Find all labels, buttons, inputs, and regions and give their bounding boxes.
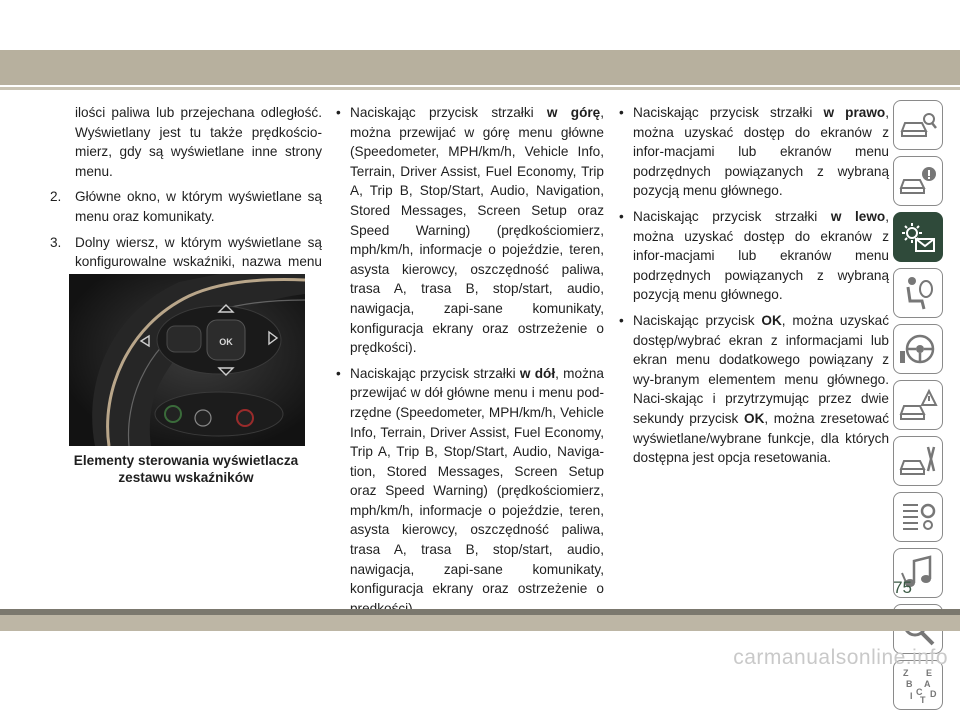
index-letter: A xyxy=(924,679,931,689)
bullet-text-pre: Naciskając przycisk xyxy=(633,312,762,328)
bullet-left-arrow xyxy=(617,207,889,305)
figure-caption: Elementy sterowania wyświetlacza zestawu wskaźników xyxy=(73,453,299,485)
bullet-bold: OK xyxy=(744,410,765,426)
index-letter: D xyxy=(930,689,937,699)
car-tools-icon[interactable] xyxy=(893,436,943,486)
bullet-down-arrow xyxy=(334,364,604,619)
bullet-bold: w prawo xyxy=(823,105,886,120)
bullet-mark: • xyxy=(619,208,624,224)
header-rule xyxy=(0,87,960,90)
bullet-text-pre: Naciskając przycisk strzałki xyxy=(633,105,824,120)
item-number: 3. xyxy=(50,234,62,250)
bullet-up-arrow xyxy=(334,103,604,358)
bullet-bold: w górę xyxy=(546,105,601,120)
bullet-ok-button xyxy=(617,311,889,468)
bullet-text-post: , można uzyskać dostęp do ekranów z infor-macjami lub ekranów menu podrzędnych powiązanych z wybraną pozycją menu głównego. xyxy=(633,208,889,303)
bullet-right-arrow xyxy=(617,103,889,201)
bullet-bold: OK xyxy=(761,312,782,328)
bullet-bold: w lewo xyxy=(830,208,886,224)
bullet-text-pre: Naciskając przycisk strzałki xyxy=(633,208,831,224)
footer-band xyxy=(0,615,960,631)
item-number: 2. xyxy=(50,189,62,205)
index-letter: T xyxy=(920,695,926,705)
bullet-mark: • xyxy=(336,105,341,120)
bullet-text-post: , można zresetować wyświetlane/wybrane funkcje, dla których dostępna jest opcja resetowania. xyxy=(633,410,889,466)
bullet-text-pre: Naciskając przycisk strzałki xyxy=(350,105,547,120)
bullet-text-post: , można uzyskać dostęp do ekranów z infor-macjami lub ekranów menu podrzędnych powiązanych z wybraną pozycją menu głównego. xyxy=(633,105,889,199)
bullet-mark: • xyxy=(619,312,624,328)
page-number: 75 xyxy=(893,578,912,597)
index-letter: E xyxy=(926,668,933,678)
bullet-bold: w dół xyxy=(519,365,556,381)
steering-wheel-controls-photo xyxy=(69,274,305,446)
column-3 xyxy=(617,103,889,474)
bullet-text-post: , można przewijać w dół główne menu i menu pod-rzędne (Speedometer, MPH/km/h, Vehicle Info, Terrain, Driver Assist, Fuel Economy, Trip A, Trip B, Stop/Start, Audio, Naviga-tion, Stored Messages, Screen Setup oraz Speed Warning) (prędkościomierz, mph/km/h, informacje o pojeździe, teren, asysta kierowcy, oszczędność paliwa, trasa A, trasa B, stop/start, audio, nawigacja, zapi-sane komunikaty, konfiguracja ekrany oraz ostrzeżenie o xyxy=(350,365,604,597)
bullet-text-mid: , można uzyskać dostęp/wybrać ekran z informacjami lub ekran menu dodatkowego powiązany z wy-branym elementem menu głównego. Naci-skając i przytrzymując przez dwie sekundy przycisk xyxy=(633,312,889,426)
watermark-link[interactable]: carmanualsonline.info xyxy=(733,646,948,669)
item-text: Główne okno, w którym wyświetlane są menu oraz komunikaty. xyxy=(75,189,322,224)
column-2 xyxy=(334,103,604,624)
item-text: Dolny wiersz, w którym wyświetlane są konfigurowalne wskaźniki, nazwa menu xyxy=(75,234,322,270)
car-warning-icon[interactable] xyxy=(893,380,943,430)
bullet-text-pre: Naciskając przycisk strzałki xyxy=(350,365,520,381)
column-1 xyxy=(50,103,322,297)
settings-list-icon[interactable] xyxy=(893,492,943,542)
list-item xyxy=(50,187,322,226)
header-band xyxy=(0,50,960,85)
intro-paragraph: ilości paliwa lub przejechana odległość. Wyświetlany jest tu także prędkościo-mierz, gdy są wyświetlane inne strony menu. xyxy=(75,105,322,179)
car-search-icon[interactable] xyxy=(893,100,943,150)
bullet-mark: • xyxy=(619,105,624,120)
bullet-text-post: , można przewijać w górę menu główne (Speedometer, MPH/km/h, Vehicle Info, Terrain, Driver Assist, Fuel Economy, Trip A, Trip B, Stop/Start, Audio, Navigation, Stored Messages, Screen Setup oraz Speed Warning) (prędkościomierz, mph/km/h, informacje o pojeździe, teren, asysta kierowcy, oszczędność paliwa, trasa A, trasa B, stop/start, audio, nawigacja, zapi-sane komunikaty, konfiguracja ekrany oraz ostrzeżenie o prędkości). xyxy=(350,105,604,356)
dashboard-lights-icon[interactable] xyxy=(893,212,943,262)
index-letter: I xyxy=(910,691,913,701)
index-letter: Z xyxy=(903,668,909,678)
ok-button-label: OK xyxy=(219,337,233,347)
index-letter: C xyxy=(916,687,923,697)
car-info-icon[interactable] xyxy=(893,156,943,206)
seat-airbag-icon[interactable] xyxy=(893,268,943,318)
steering-wheel-icon[interactable] xyxy=(893,324,943,374)
bullet-mark: • xyxy=(336,365,341,381)
index-letter: B xyxy=(906,679,913,689)
